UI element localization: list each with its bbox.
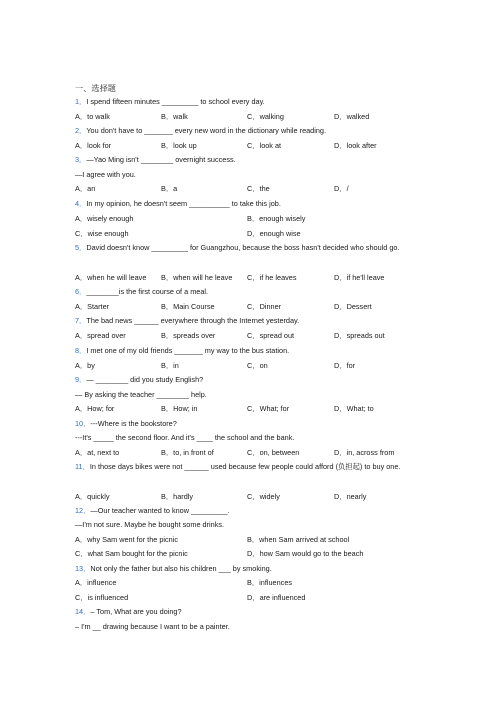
option-d[interactable]: D．how Sam would go to the beach [247,549,364,558]
option-c[interactable]: C．is influenced [75,593,129,602]
stem-text: ________is the first course of a meal. [86,287,209,296]
option-b[interactable]: B．Main Course [161,302,215,311]
option-b[interactable]: B．look up [161,141,197,150]
question-1-stem [75,97,265,107]
question-12-stem-line2: —I'm not sure. Maybe he bought some drinks. [75,520,225,529]
option-d[interactable]: D．if he'll leave [334,273,385,282]
option-a[interactable]: A．How; for [75,404,115,413]
question-10-stem [75,419,177,429]
option-d[interactable]: D．are influenced [247,593,306,602]
question-6-stem [75,287,208,297]
option-c[interactable]: C．on [247,361,268,370]
question-10-stem-line2: ---It's _____ the second floor. And it's ____ the school and the bank. [75,433,295,442]
stem-text: — ________ did you study English? [86,375,204,384]
option-c[interactable]: C．on, between [247,448,300,457]
question-3-stem-line2: —I agree with you. [75,170,136,179]
option-c[interactable]: C．look at [247,141,282,150]
stem-text: I met one of my old friends _______ my way to the bus station. [86,346,290,355]
option-a[interactable]: A．spread over [75,331,126,340]
option-d[interactable]: D．look after [334,141,377,150]
option-d[interactable]: D．for [334,361,356,370]
question-number: 7． [75,316,87,325]
question-number: 13． [75,564,91,573]
option-a[interactable]: A．Starter [75,302,110,311]
stem-text: You don't have to _______ every new word in the dictionary while reading. [86,126,327,135]
option-d[interactable]: D．/ [334,184,349,193]
question-14-stem [75,607,182,617]
stem-text: In those days bikes were not ______ used because few people could afford (负担起) to buy one. [89,462,401,471]
stem-text: —Our teacher wanted to know _________. [90,506,230,515]
stem-text: In my opinion, he doesn't seem __________ to take this job. [86,199,281,208]
option-a[interactable]: A．quickly [75,492,110,501]
option-d[interactable]: D．nearly [334,492,367,501]
option-c[interactable]: C．What; for [247,404,290,413]
stem-text: Not only the father but also his children ___ by smoking. [90,564,272,573]
option-b[interactable]: B．a [161,184,178,193]
question-14-stem-line2: – I'm __ drawing because I want to be a painter. [75,622,230,631]
option-a[interactable]: A．why Sam went for the picnic [75,535,179,544]
question-8-stem [75,346,289,356]
option-b[interactable]: B．enough wisely [247,214,306,223]
option-b[interactable]: B．to, in front of [161,448,214,457]
option-a[interactable]: A．look for [75,141,112,150]
question-number: 2． [75,126,87,135]
option-c[interactable]: C．the [247,184,270,193]
question-number: 8． [75,346,87,355]
option-b[interactable]: B．when Sam arrived at school [247,535,350,544]
question-number: 10． [75,419,91,428]
option-b[interactable]: B．influences [247,578,293,587]
option-b[interactable]: B．hardly [161,492,194,501]
stem-text: David doesn't know _________ for Guangzhou, because the boss hasn't decided who should go. [86,243,400,252]
option-c[interactable]: C．widely [247,492,280,501]
option-a[interactable]: A．by [75,361,95,370]
question-number: 6． [75,287,87,296]
question-5-stem [75,243,420,253]
question-number: 12． [75,506,91,515]
question-9-stem-line2: — By asking the teacher ________ help. [75,390,207,399]
stem-text: —Yao Ming isn't ________ overnight success. [86,155,236,164]
question-2-stem [75,126,326,136]
option-a[interactable]: A．wisely enough [75,214,134,223]
question-number: 3． [75,155,87,164]
option-d[interactable]: D．What; to [334,404,374,413]
option-b[interactable]: B．walk [161,112,188,121]
option-c[interactable]: C．walking [247,112,284,121]
option-c[interactable]: C．spread out [247,331,295,340]
section-title: 一、选择题 [75,84,116,93]
question-4-stem [75,199,281,209]
question-number: 11． [75,462,90,471]
option-a[interactable]: A．to walk [75,112,110,121]
stem-text: I spend fifteen minutes _________ to school every day. [86,97,265,106]
option-d[interactable]: D．walked [334,112,370,121]
question-number: 5． [75,243,87,252]
question-9-stem [75,375,203,385]
option-d[interactable]: D．in, across from [334,448,395,457]
stem-text: – Tom, What are you doing? [90,607,182,616]
question-7-stem [75,316,299,326]
option-d[interactable]: D．spreads out [334,331,385,340]
option-b[interactable]: B．in [161,361,179,370]
stem-text: The bad news ______ everywhere through the Internet yesterday. [86,316,300,325]
option-b[interactable]: B．spreads over [161,331,216,340]
option-c[interactable]: C．what Sam bought for the picnic [75,549,188,558]
option-a[interactable]: A．an [75,184,96,193]
question-3-stem [75,155,236,165]
option-b[interactable]: B．How; in [161,404,198,413]
question-12-stem [75,506,230,516]
option-a[interactable]: A．influence [75,578,117,587]
question-13-stem [75,564,272,574]
option-c[interactable]: C．if he leaves [247,273,297,282]
question-11-stem [75,462,420,472]
question-number: 9． [75,375,87,384]
question-number: 4． [75,199,87,208]
option-c[interactable]: C．wise enough [75,229,129,238]
option-a[interactable]: A．when he will leave [75,273,147,282]
stem-text: ---Where is the bookstore? [90,419,177,428]
option-d[interactable]: D．enough wise [247,229,301,238]
question-number: 1． [75,97,87,106]
question-number: 14． [75,607,91,616]
option-c[interactable]: C．Dinner [247,302,282,311]
option-b[interactable]: B．when will he leave [161,273,233,282]
option-a[interactable]: A．at, next to [75,448,120,457]
option-d[interactable]: D．Dessert [334,302,372,311]
